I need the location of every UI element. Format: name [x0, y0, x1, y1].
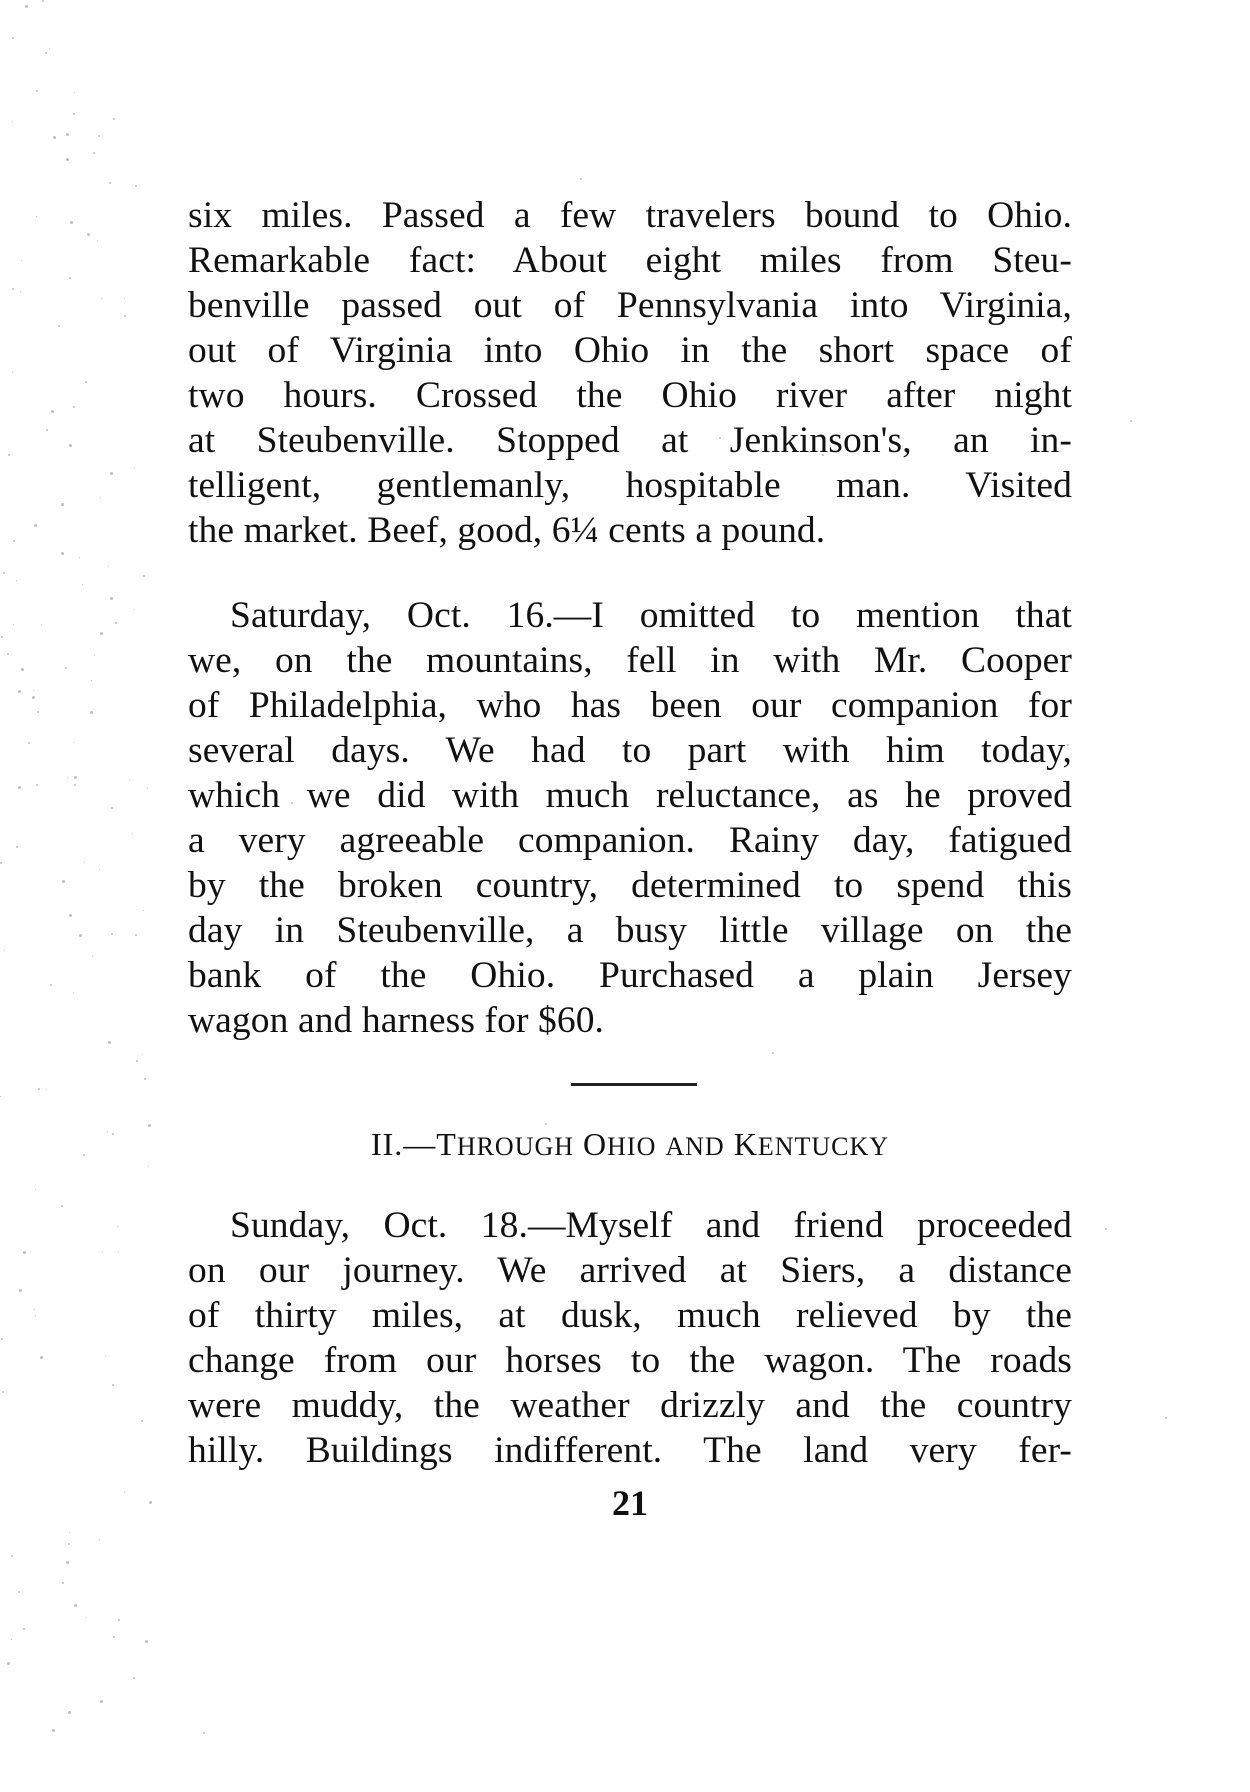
paper-speck [13, 624, 14, 625]
paper-speck [16, 846, 18, 848]
text-line: six miles. Passed a few travelers bound to Ohio. [188, 195, 1072, 236]
paper-speck [109, 182, 111, 184]
paper-speck [8, 454, 10, 456]
paper-speck [69, 914, 72, 917]
text-line: telligent, gentlemanly, hospitable man. Visited [188, 465, 1072, 506]
paper-speck [49, 48, 50, 49]
paragraph-3 [188, 1203, 1072, 1473]
text-line: were muddy, the weather drizzly and the country [188, 1385, 1072, 1426]
paper-speck [23, 1251, 26, 1254]
heading-word-rest: HROUGH [456, 1132, 575, 1161]
paper-speck [41, 624, 42, 625]
paper-speck [113, 1636, 115, 1638]
paper-speck [99, 869, 100, 870]
paper-speck [73, 406, 75, 408]
paper-speck [108, 1041, 111, 1044]
heading-word-initial: T [436, 1126, 457, 1162]
heading-word-initial: O [583, 1126, 608, 1162]
paper-speck [144, 1078, 146, 1080]
text-line: hilly. Buildings indifferent. The land very fer- [188, 1430, 1072, 1471]
paper-speck [52, 1729, 55, 1732]
paper-speck [98, 135, 100, 137]
paper-speck [105, 1355, 106, 1356]
paper-speck [66, 133, 69, 136]
paper-speck [21, 260, 22, 261]
paper-speck [100, 497, 101, 498]
paper-speck [34, 1309, 35, 1310]
paper-speck [1105, 1228, 1107, 1230]
paper-speck [129, 780, 130, 781]
paper-speck [66, 1561, 69, 1564]
paper-speck [36, 90, 38, 92]
paper-speck [102, 1251, 103, 1252]
paper-speck [35, 1315, 36, 1316]
paper-speck [124, 315, 126, 317]
paper-speck [100, 1700, 103, 1703]
paper-speck [110, 472, 113, 475]
text-line: on our journey. We arrived at Siers, a distance [188, 1250, 1072, 1291]
paper-speck [124, 1492, 125, 1493]
paper-speck [40, 1356, 43, 1359]
paper-speck [12, 37, 14, 39]
paper-speck [143, 910, 144, 911]
heading-word-rest: HIO [607, 1132, 657, 1161]
paper-speck [1165, 1417, 1167, 1419]
paper-speck [58, 325, 60, 327]
paper-speck [2, 1391, 4, 1393]
paper-speck [108, 566, 109, 567]
paper-speck [580, 178, 582, 180]
paper-speck [12, 121, 13, 122]
paper-speck [135, 185, 137, 187]
text-line: day in Steubenville, a busy little village on the [188, 910, 1072, 951]
paper-speck [20, 291, 21, 292]
paper-speck [100, 632, 103, 635]
paper-speck [53, 136, 56, 139]
paper-speck [66, 158, 69, 161]
section-heading-prefix: II.— [370, 1126, 437, 1162]
paper-speck [74, 1604, 77, 1607]
paper-speck [82, 584, 83, 585]
paper-speck [772, 1052, 774, 1054]
paper-speck [46, 429, 48, 431]
text-line: a very agreeable companion. Rainy day, fatigued [188, 820, 1072, 861]
paper-speck [133, 609, 134, 610]
paper-speck [145, 1640, 148, 1643]
paper-speck [91, 680, 92, 681]
page-number: 21 [612, 1483, 648, 1523]
paper-speck [36, 784, 38, 786]
paper-speck [51, 410, 54, 413]
paper-speck [117, 1226, 118, 1227]
paper-speck [18, 786, 21, 789]
paper-speck [107, 1131, 108, 1132]
text-line: we, on the mountains, fell in with Mr. Cooper [188, 640, 1072, 681]
paper-speck [7, 653, 9, 655]
paper-speck [18, 690, 21, 693]
paper-speck [148, 1124, 151, 1127]
paper-speck [11, 1555, 13, 1557]
paper-speck [148, 1166, 149, 1167]
paper-speck [45, 52, 47, 54]
paper-speck [112, 1133, 114, 1135]
paper-speck [35, 1189, 36, 1190]
paper-speck [115, 622, 117, 624]
paper-speck [62, 1582, 64, 1584]
paper-speck [133, 1677, 135, 1679]
text-line: the market. Beef, good, 6¼ cents a pound. [188, 510, 826, 551]
paper-speck [136, 1060, 138, 1062]
paper-speck [23, 1628, 25, 1630]
paper-speck [68, 1711, 71, 1714]
paper-speck [113, 118, 115, 120]
paper-speck [112, 1384, 114, 1386]
paper-speck [74, 776, 77, 779]
paper-speck [61, 1205, 63, 1207]
paper-speck [34, 524, 37, 527]
text-line: by the broken country, determined to spend this [188, 865, 1072, 906]
text-line: Remarkable fact: About eight miles from Steu- [188, 240, 1072, 281]
paper-speck [73, 113, 75, 115]
paper-speck [135, 934, 137, 936]
paragraph-2 [188, 593, 1072, 1043]
paper-speck [1130, 420, 1132, 422]
text-line: of thirty miles, at dusk, much relieved by the [188, 1295, 1072, 1336]
paper-speck [61, 552, 64, 555]
paper-speck [19, 1289, 22, 1292]
paper-speck [38, 1088, 40, 1090]
paper-speck [32, 696, 35, 699]
paper-speck [62, 880, 65, 883]
paper-speck [99, 1539, 100, 1540]
paper-speck [12, 288, 14, 290]
paper-speck [12, 372, 13, 373]
paper-speck [118, 1619, 120, 1621]
text-line: wagon and harness for $60. [188, 1000, 605, 1041]
paper-speck [147, 788, 148, 789]
paper-speck [74, 92, 75, 93]
text-line: of Philadelphia, who has been our companion for [188, 685, 1072, 726]
paper-speck [110, 597, 113, 600]
text-line: two hours. Crossed the Ohio river after night [188, 375, 1072, 416]
paper-speck [65, 667, 67, 669]
paper-speck [142, 1054, 143, 1055]
text-line: benville passed out of Pennsylvania into Virginia, [188, 285, 1072, 326]
text-line: out of Virginia into Ohio in the short space of [188, 330, 1072, 371]
paper-speck [203, 1732, 205, 1734]
paper-speck [0, 1096, 1, 1097]
paper-speck [83, 1154, 85, 1156]
paper-speck [4, 950, 5, 951]
paper-speck [18, 1591, 20, 1593]
paper-speck [134, 468, 135, 469]
paper-speck [61, 503, 64, 506]
paper-speck [25, 5, 28, 8]
text-line: several days. We had to part with him today, [188, 730, 1072, 771]
paper-speck [97, 240, 98, 241]
paper-speck [68, 1543, 70, 1545]
text-line: Sunday, Oct. 18.—Myself and friend proceeded [230, 1205, 1072, 1246]
paper-speck [118, 1252, 119, 1253]
text-line: which we did with much reluctance, as he proved [188, 775, 1072, 816]
paper-speck [69, 277, 71, 279]
paragraph-1 [188, 193, 1072, 553]
paper-speck [79, 934, 82, 937]
paper-speck [67, 777, 68, 778]
paper-speck [70, 221, 73, 224]
paper-speck [149, 1501, 152, 1504]
paper-speck [7, 1662, 10, 1665]
paper-speck [28, 742, 30, 744]
paper-speck [16, 580, 17, 581]
paper-speck [85, 1617, 86, 1618]
paper-speck [36, 216, 37, 217]
paper-speck [1, 636, 3, 638]
paper-speck [90, 711, 93, 714]
paper-speck [69, 1532, 70, 1533]
paper-speck [87, 233, 90, 236]
paper-speck [37, 711, 39, 713]
paper-speck [101, 298, 102, 299]
section-divider [571, 1083, 697, 1086]
paper-speck [94, 655, 95, 656]
paper-speck [1, 1338, 3, 1340]
paper-speck [74, 784, 76, 786]
paper-speck [0, 862, 2, 864]
heading-word-rest: ENTUCKY [757, 1132, 890, 1161]
paper-speck [13, 540, 15, 542]
paper-speck [33, 690, 34, 691]
paper-speck [74, 742, 75, 743]
paper-speck [69, 444, 72, 447]
paper-speck [143, 575, 145, 577]
text-line: change from our horses to the wagon. The roads [188, 1340, 1072, 1381]
paper-speck [73, 992, 74, 993]
paper-speck [42, 0, 44, 2]
paper-speck [46, 1089, 47, 1090]
heading-word-rest: AND [665, 1132, 725, 1161]
paper-speck [93, 152, 95, 154]
paper-speck [85, 381, 87, 383]
text-line: at Steubenville. Stopped at Jenkinson's, an in- [188, 420, 1072, 461]
paper-speck [79, 557, 80, 558]
paper-speck [3, 572, 5, 574]
paper-speck [111, 807, 113, 809]
paper-speck [92, 956, 93, 957]
section-heading [188, 1124, 1072, 1167]
paper-speck [124, 298, 125, 299]
paper-speck [84, 862, 85, 863]
paper-speck [132, 833, 133, 834]
paper-speck [21, 668, 24, 671]
paper-speck [50, 984, 52, 986]
paper-speck [11, 1639, 12, 1640]
text-line: Saturday, Oct. 16.—I omitted to mention that [230, 595, 1072, 636]
paper-speck [141, 1420, 143, 1422]
text-line: bank of the Ohio. Purchased a plain Jersey [188, 955, 1072, 996]
heading-word-initial: K [733, 1126, 758, 1162]
paper-speck [111, 933, 113, 935]
